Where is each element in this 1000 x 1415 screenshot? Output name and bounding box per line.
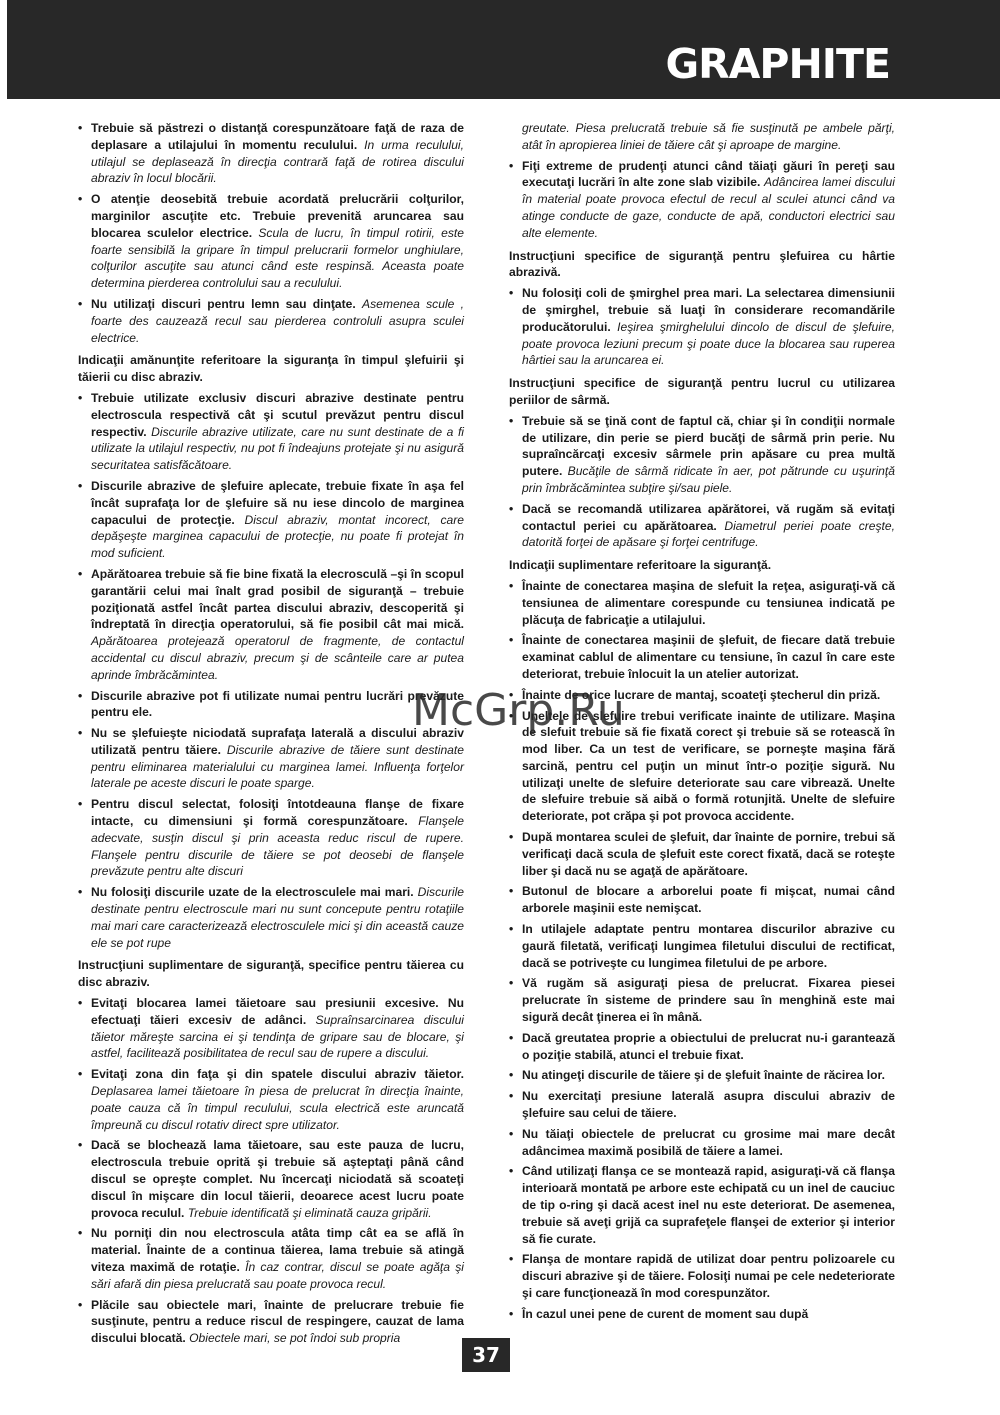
list-item [509, 829, 895, 879]
bullet-list [78, 120, 464, 346]
bold-text: Discurile abrazive pot fi utilizate numai pentru lucrări prevăzute pentru ele. [91, 688, 464, 720]
section-heading: Instrucţiuni specifice de siguranţă pentru lucrul cu utilizarea periilor de sârmă. [509, 376, 895, 407]
bold-text: Înainte de orice lucrare de mantaj, scoateţi ştecherul din priză. [522, 687, 881, 702]
section-heading: Instrucţiuni suplimentare de siguranţă, specifice pentru tăierea cu disc abraziv. [78, 958, 464, 990]
bold-text: Când utilizaţi flanşa ce se montează rapid, asiguraţi-vă că flanşa interioară montată pe arbore este echipată cu un inel de cauciuc de tip o-ring şi dacă acest inel nu este deteriorat. De asemenea, trebuie să aveţi grijă ca suprafeţele flanşei de exterior şi interior să fie curate. [522, 1164, 895, 1246]
bold-text: După montarea sculei de şlefuit, dar înainte de pornire, trebui să verificaţi dacă scula de şlefuit este corect fixată, dacă se roteşte liber şi dacă nu se agaţă de apărătoare. [522, 830, 895, 878]
list-item [509, 501, 895, 551]
bullet-list [509, 578, 895, 1323]
list-item [78, 478, 464, 562]
bold-text: Nu se şlefuieşte niciodată suprafaţa laterală a discului abraziv utilizată pentru tăiere. [91, 726, 464, 757]
bold-text: Nu porniţi din nou electroscula atâta timp cât ea se află în material. Înainte de a continua tăierea, lama trebuie să atingă viteza maximă de rotaţie. [91, 1226, 464, 1274]
list-item [78, 120, 464, 187]
list-item [78, 296, 464, 346]
bold-text: Butonul de blocare a arborelui poate fi mişcat, numai când arborele maşinii este nemişcat. [522, 884, 895, 916]
list-item [509, 1306, 895, 1323]
list-item [509, 1251, 895, 1301]
list-item [509, 1030, 895, 1064]
italic-text: Ieşirea şmirghelului dincolo de discul de şlefuire, poate provoca leziuni precum şi poate duce la blocarea sau ruperea hârtiei sau la aruncarea ei. [522, 319, 895, 368]
brand-logo: GRAPHITE [665, 40, 890, 88]
list-item [78, 688, 464, 722]
italic-text: În caz contrar, discul se poate agăţa şi sări afară din piesa prelucrată sau poate provoca recul. [91, 1260, 464, 1291]
section-heading: Instrucţiuni specifice de siguranţă pentru şlefuirea cu hârtie abrazivă. [509, 248, 895, 280]
bold-text: Fiţi extreme de prudenţi atunci când tăiaţi găuri în pereţi sau executaţi lucrări în alte zone slab vizibile. [522, 158, 895, 190]
list-item [509, 687, 895, 704]
section-heading: Indicaţii amănunţite referitoare la siguranţa în timpul şlefuirii şi tăierii cu disc abraziv. [78, 353, 464, 385]
italic-text: Discurile destinate pentru electroscule mari nu sunt concepute pentru rotaţiile mai mari care caracterizează electrosculele mici şi din această cauze ele se pot rupe [91, 885, 464, 950]
bold-text: Evitaţi blocarea lamei tăietoare sau presiunii excesive. Nu efectuaţi tăieri excesiv de adânci. [91, 996, 464, 1027]
italic-text: Obiectele mari, se pot îndoi sub propria [189, 1331, 401, 1346]
italic-text: Apărătoarea protejează operatorul de fragmente, de contactul accidental cu discul abraziv, precum şi de scânteile care ar putea aprinde îmbrăcămintea. [91, 634, 464, 682]
bold-text: Nu atingeţi discurile de tăiere şi de şlefuit înainte de răcirea lor. [522, 1068, 885, 1083]
right-column [509, 120, 895, 1327]
bold-text: Înainte de conectarea maşina de slefuit la reţea, asiguraţi-vă că tensiunea de alimentare corespunde cu tensiunea indicată pe plăcuţa de fabricaţie a utilajului. [522, 578, 895, 627]
italic-text: Discurile abrazive de tăiere sunt destinate pentru eliminarea materialului cu marginea lamei. Influenţa forţelor laterale pe aceste discuri le poate sparge. [91, 742, 464, 791]
list-item [509, 1163, 895, 1247]
list-item [78, 1137, 464, 1221]
italic-text: Scula de lucru, în timpul rotirii, este foarte sensibilă la gripare în timpul prelucrarii formelor unghiulare, colţurilor ascuţite sau atunci când este respinsă. Aceasta poate determina pierderea controlului sau a reculului. [91, 225, 464, 291]
italic-text: Bucăţile de sârmă ridicate în aer, pot pătrunde cu uşurinţă prin îmbrăcămintea subţire şi/sau piele. [522, 464, 895, 495]
bold-text: Dacă se recomandă utilizarea apărătorei, vă rugăm să evitaţi contactul periei cu apărătoarea. [522, 501, 895, 533]
italic-text: Deplasarea lamei tăietoare în piesa de prelucrat în direcţia înainte, poate cauza că în timpul reculului, scula electrică este aruncată împreună cu discul rotativ direct spre utilizator. [91, 1084, 464, 1132]
bold-text: Înainte de conectarea maşinii de şlefuit, de fiecare dată trebuie examinat cablul de alimentare cu tensiune, în cazul în care este deteriorat, trebuie înlocuit la un atelier autorizat. [522, 633, 895, 681]
list-item [78, 1297, 464, 1347]
bullet-list [509, 285, 895, 369]
list-item [509, 413, 895, 497]
italic-text: In urma reculului, utilajul se deplasează în direcţia contrară faţă de rotirea discului abraziv în locul blocării. [91, 137, 464, 186]
list-item [509, 1126, 895, 1160]
bold-text: Uneltele de slefuire trebui verificate inainte de utilizare. Maşina de slefuit trebuie să fie fixată corect şi trebuie să se rotească în mod liber. Ca un test de verificare, se porneşte maşina fără sarcină, pentru cel puţin un minut într-o poziţie sigură. Nu utilizaţi unelte de slefuire deteriorate sau care vibrează. Unelte de slefuire trebuie să aibă o formă rotunjită. Unelte de slefuire deteriorate, pot crăpa şi pot provoca accidente. [522, 708, 895, 824]
italic-text: Trebuie identificată şi eliminată cauza gripării. [187, 1205, 432, 1220]
italic-text: Diametrul periei poate creşte, datorită forţei de apăsare şi forţei centrifuge. [522, 518, 895, 550]
bullet-list [78, 995, 464, 1347]
bold-text: Dacă greutatea proprie a obiectului de prelucrat nu-i garantează o poziţie stabilă, atunci el trebuie fixat. [522, 1030, 895, 1062]
italic-text: Asemenea scule , foarte des cauzează recul sau pierderea controluli asupra sculei electrice. [91, 296, 464, 345]
bold-text: Nu folosiţi discurile uzate de la electrosculele mai mari. [91, 885, 414, 900]
list-item [78, 884, 464, 951]
italic-text: Discurile abrazive utilizate, care nu sunt destinate de a fi utilizate la utilajul respectiv, nu pot fi îndeajuns protejate şi nu asigură securitatea satisfăcătoare. [91, 424, 464, 473]
list-item [509, 158, 895, 242]
list-item [78, 191, 464, 292]
italic-text: Flanşele adecvate, susţin discul şi prin aceasta reduc riscul de rupere. Flanşele pentru discurile de tăiere se pot deosebi de flanşele prevăzute pentru alte discuri [91, 814, 464, 879]
list-item [78, 1225, 464, 1292]
bold-text: Apărătoarea trebuie să fie bine fixată la elecrosculă –şi în scopul garantării celui mai înalt grad posibil de siguranţă – trebuie poziţionată astfel încât partea discului abraziv, descoperită şi îndreptată în direcţia operatorului, să fie posibil cât mai mică. [91, 566, 464, 632]
bold-text: Discurile abrazive de şlefuire aplecate, trebuie fixate în aşa fel încât suprafaţa lor de şlefuire să nu iese dincolo de marginea capacului de protecţie. [91, 478, 464, 527]
bold-text: Evitaţi zona din faţa şi din spatele discului abraziv tăietor. [91, 1067, 464, 1082]
list-item [509, 1088, 895, 1122]
list-item [78, 1066, 464, 1133]
bold-text: Nu exercitaţi presiune laterală asupra discului abraziv de şlefuire sau celui de tăiere. [522, 1089, 895, 1121]
bold-text: Plăcile sau obiectele mari, înainte de prelucrare trebuie fie susţinute, pentru a reduce riscul de respingere, cauzat de lama discului blocată. [91, 1297, 464, 1346]
bold-text: Trebuie să se ţină cont de faptul că, chiar şi în condiţii normale de utilizare, din perie se pierd bucăţi de sârmă prin perie. Nu supraîncărcaţi excesiv sârmele prin apăsare cu prea multă putere. [522, 413, 895, 479]
bold-text: In utilajele adaptate pentru montarea discurilor abrazive cu gaură filetată, verificaţi lungimea filetului discului de rectificat, dacă se potriveşte cu lungimea filetului de pe arbore. [522, 922, 895, 970]
left-column [78, 120, 464, 1351]
list-item [509, 975, 895, 1025]
bold-text: O atenţie deosebită trebuie acordată prelucrării colţurilor, marginilor ascuţite etc. Trebuie prevenită aruncarea sau blocarea sculelor electrice. [91, 192, 464, 240]
list-item [509, 1067, 895, 1084]
list-item [509, 708, 895, 826]
bold-text: Vă rugăm să asiguraţi piesa de prelucrat. Fixarea piesei prelucrate în sisteme de prindere sau în menghină este mai sigură decât ţinerea ei în mână. [522, 976, 895, 1025]
list-item [509, 578, 895, 628]
bold-text: Pentru discul selectat, folosiţi întotdeauna flanşe de fixare intacte, cu dimensiuni şi formă corespunzătoare. [91, 797, 464, 829]
list-item [78, 725, 464, 792]
bold-text: Flanşa de montare rapidă de utilizat doar pentru polizoarele cu discuri abrazive şi de tăiere. Folosiţi numai pe cele nedeteriorate şi care funcţionează în mod corespunzător. [522, 1252, 895, 1300]
list-item [78, 390, 464, 474]
list-item [509, 285, 895, 369]
bold-text: Nu folosiţi coli de şmirghel prea mari. La selectarea dimensiunii de şmirghel, trebuie să luaţi în considerare recomandările producătorului. [522, 286, 895, 334]
bullet-list [78, 390, 464, 952]
list-item [509, 632, 895, 682]
bold-text: În cazul unei pene de curent de moment sau după [522, 1306, 809, 1321]
italic-text: Adâncirea lamei discului în material poate provoca efectul de recul al sculei atunci când va atinge conducte de gaze, conducte de apă, conductori electrici sau alte elemente. [522, 175, 895, 240]
bold-text: Trebuie să păstrezi o distanţă corespunzătoare faţă de raza de deplasare a utilajului în momentu reculului. [91, 121, 464, 152]
list-item [509, 883, 895, 917]
italic-text: Supraînsarcinarea discului tăietor măreşte sarcina ei şi tendinţa de gripare sau de blocare, şi astfel, facilitează posibilitatea de recul sau de rupere a discului. [91, 1012, 464, 1061]
bold-text: Nu tăiaţi obiectele de prelucrat cu grosime mai mare decât adâncimea maximă posibilă de tăiere a lamei. [522, 1126, 895, 1158]
list-item [509, 921, 895, 971]
italic-text: greutate. Piesa prelucrată trebuie să fie susţinută pe ambele părţi, atât în apropierea liniei de tăiere cât şi aproape de margine. [522, 121, 895, 152]
list-item [78, 796, 464, 880]
bold-text: Dacă se blochează lama tăietoare, sau este pauza de lucru, electroscula trebuie oprită şi trebuie să aşteptaţi până când discul se opreşte complet. Nu încercaţi niciodată să scoateţi discul în mişcare din locul tăierii, deoarece acest lucru poate provoca reculul. [91, 1138, 464, 1220]
bold-text: Trebuie utilizate exclusiv discuri abrazive destinate pentru electroscula respectivă cât şi scutul prevăzut pentru discul respectiv. [91, 390, 464, 439]
page-number: 37 [462, 1338, 510, 1372]
list-item [509, 120, 895, 154]
section-heading: Indicaţii suplimentare referitoare la siguranţă. [509, 558, 772, 573]
header-bar [7, 0, 1000, 99]
list-item [78, 995, 464, 1062]
bold-text: Nu utilizaţi discuri pentru lemn sau dinţate. [91, 296, 356, 311]
bullet-list [509, 120, 895, 242]
watermark-text: McGrp.Ru [412, 685, 625, 736]
bullet-list [509, 413, 895, 551]
italic-text: Discul abraziv, montat incorect, care depăşeşte marginea capacului de protecţie, nu poate fi protejat în mod suficient. [91, 512, 464, 561]
list-item [78, 566, 464, 684]
